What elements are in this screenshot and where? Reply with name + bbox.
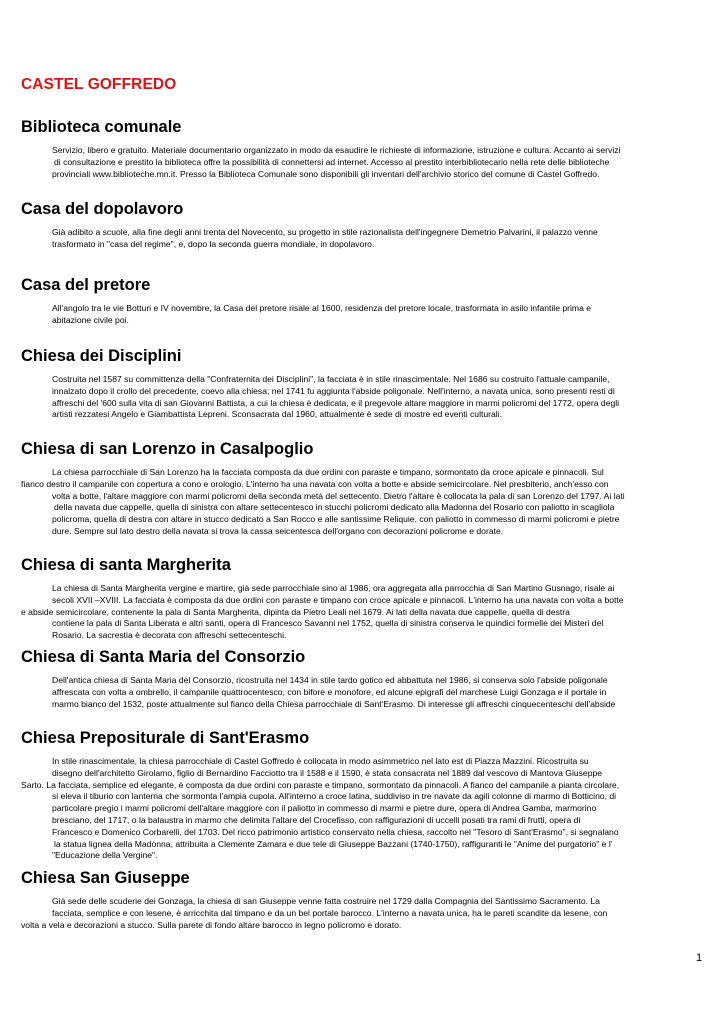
- text-line: affreschi del '600 sulla vita di san Giovanni Battista, a cui la chiesa è dedicata, e il pregevole altare maggiore in marmi policromi del 1772, opera degli: [52, 397, 620, 408]
- section-casa-del-dopolavoro: [0, 198, 724, 251]
- text-line: volta a vela e decorazioni a stucco. Sulla parete di fondo altare barocco in legno policromo e dorato.: [21, 919, 402, 930]
- section-body: [0, 583, 680, 642]
- text-line: La chiesa di Santa Margherita vergine e martire, già sede parrocchiale sino al 1986, ora aggregata alla parrocchia di San Martino Gusnago, risale ai: [52, 583, 615, 593]
- text-line: Già adibito a scuole, alla fine degli anni trenta del Novecento, su progetto in stile razionalista dell'ingegnere Demetrio Palvarini, il palazzo venne: [52, 227, 598, 237]
- section-biblioteca-comunale: [0, 116, 724, 180]
- text-line: abitazione civile poi.: [52, 314, 129, 325]
- section-heading: Chiesa di san Lorenzo in Casalpoglio: [21, 440, 314, 458]
- text-line: disegno dell'architetto Girolamo, figlio di Bernardino Facciotto tra il 1588 e il 1590, è stata consacrata nel 1889 dal vescovo di Mantova Giuseppe: [52, 767, 603, 778]
- section-body: [0, 145, 680, 180]
- page-number: 1: [696, 952, 703, 964]
- text-line: contiene la pala di Santa Liberata e altri santi, opera di Francesco Savanni nel 1752, quella di sinistra conserva le quindici formelle dei Misteri del: [52, 618, 604, 629]
- text-line: La chiesa parrocchiale di San Lorenzo ha la facciata composta da due ordini con paraste e timpano, sormontato da croce apicale e pinnacoli. Sul: [52, 467, 604, 477]
- text-line: si eleva il tiburio con lanterna che sormonta l'ampia cupola. All'interno a croce latina, suddiviso in tre navate da agili colonne di marmo di Botticino, di: [52, 791, 617, 802]
- section-heading: Casa del dopolavoro: [21, 200, 184, 218]
- text-line: bresciano, del 1717, o la balaustra in marmo che delimita l'altare del Crocefisso, con raffigurazioni di uccelli posati tra rami di frutti, opera di: [52, 814, 581, 825]
- text-line: Già sede delle scuderie dei Gonzaga, la chiesa di san Giuseppe venne fatta costruire nel 1729 dalla Compagnia del Santissimo Sacramento. La: [52, 896, 600, 906]
- text-line: "Educazione della Vergine".: [52, 850, 158, 861]
- text-line: particolare pregio i marmi policromi dell'altare maggiore con il paliotto in commesso di marmi e pietre dure, opera di Andrea Gamba, marmorino: [52, 803, 597, 814]
- text-line: Dell'antica chiesa di Santa Maria del Consorzio, ricostruita nel 1434 in stile tardo gotico ed abbattuta nel 1986, si conserva solo l'abside poligonale: [52, 675, 608, 685]
- text-line: facciata, semplice e con lesene, è arricchita dal timpano e da un bel portale barocco. L'interno a navata unica, ha le pareti scandite da lesene, con: [52, 907, 608, 918]
- section-chiesa-san-giuseppe: [0, 867, 724, 931]
- text-line: secoli XVII –XVIII. La facciata è composta da due ordini con paraste e timpano con croce apicale e pinnacoli. L'interno ha una navata con volta a botte: [52, 594, 624, 605]
- section-heading: Chiesa di santa Margherita: [21, 556, 231, 574]
- text-line: affrescata con volta a ombrello, il campanile quattrocentesco, con bifore e monofore, ed alcune epigrafi del marchese Luigi Gonzaga e il portale in: [52, 686, 607, 697]
- text-line: la statua lignea della Madonna, attribuita a Clemente Zamara e due tele di Giuseppe Bazzani (1740-1750), raffiguranti le "Anime del purgatorio" e l': [54, 838, 613, 849]
- text-line: Sarto. La facciata, semplice ed elegante, è composta da due ordini con paraste e timpano, sormontato da pinnacoli. A fianco del campanile a pianta circolare,: [21, 779, 620, 790]
- text-line: provinciali www.biblioteche.mn.it. Presso la Biblioteca Comunale sono disponibili gli inventari dell'archivio storico del comune di Castel Goffredo.: [52, 168, 600, 179]
- document-title: CASTEL GOFFREDO: [21, 76, 177, 93]
- text-line: policroma, quella di destra con altare in stucco dedicato a San Rocco e alle santissime Reliquie, con paliotto in commesso di marmi policromi e pietre: [52, 514, 620, 525]
- section-body: [0, 896, 680, 931]
- section-body: [0, 303, 680, 327]
- section-body: [0, 675, 680, 710]
- section-heading: Biblioteca comunale: [21, 118, 182, 136]
- text-line: volta a botte, l'altare maggiore con marmi policromi della seconda metà del settecento. Dietro l'altare è collocata la pala di san Lorenzo del 1797. Ai lati: [52, 490, 625, 501]
- section-body: [0, 374, 680, 421]
- section-heading: Chiesa dei Disciplini: [21, 347, 182, 365]
- section-casa-del-pretore: [0, 274, 724, 327]
- section-heading: Casa del pretore: [21, 276, 151, 294]
- text-line: marmo bianco del 1532, poste attualmente sul fianco della Chiesa parrocchiale di Sant'Erasmo. Di interesse gli affreschi cinquecenteschi dell'abside: [52, 698, 616, 709]
- text-line: della navata due cappelle, quella di sinistra con altare settecentesco in stucchi policromi dedicato alla Madonna del Rosario con paliotto in scagliola: [54, 502, 615, 513]
- section-heading: Chiesa San Giuseppe: [21, 869, 190, 887]
- text-line: Rosario. La sacrestia è decorata con affreschi settecenteschi.: [52, 630, 287, 641]
- section-chiesa-santa-maria-consorzio: [0, 646, 724, 710]
- text-line: dure. Sempre sul lato destro della navata si trova la cassa seicentesca dell'organo con decorazioni policrome e dorate.: [52, 525, 504, 536]
- text-line: Francesco e Domenico Corbarelli, del 1703. Del ricco patrimonio artistico conservato nella chiesa, raccolto nel "Tesoro di Sant'Erasmo", si segnalano: [52, 826, 619, 837]
- text-line: fianco destro il campanile con copertura a cono e orologio. L'interno ha una navata con volta a botte e abside semicircolare. Nel presbiterio, anch'esso con: [21, 478, 609, 489]
- section-body: [0, 227, 680, 251]
- section-chiesa-san-lorenzo: [0, 438, 724, 538]
- text-line: Servizio, libero e gratuito. Materiale documentario organizzato in modo da esaudire le richieste di informazione, istruzione e cultura. Accanto ai servizi: [52, 145, 621, 155]
- section-body: [0, 756, 680, 862]
- section-chiesa-sant-erasmo: [0, 727, 724, 862]
- section-chiesa-santa-margherita: [0, 554, 724, 642]
- section-heading: Chiesa di Santa Maria del Consorzio: [21, 648, 306, 666]
- section-heading: Chiesa Prepositurale di Sant'Erasmo: [21, 729, 310, 747]
- text-line: Costruita nel 1587 su committenza della "Confraternita dei Disciplini", la facciata è in stile rinascimentale. Nel 1686 su costruito l'attuale campanile,: [52, 374, 610, 384]
- text-line: In stile rinascimentale, la chiesa parrocchiale di Castel Goffredo è collocata in modo asimmetrico nel lato est di Piazza Mazzini. Ricostruita su: [52, 756, 589, 766]
- text-line: innalzato dopo il crollo del precedente, coevo alla chiesa; nel 1741 fu aggiunta l'abside poligonale. Nell'interno, a navata unica, sono presenti resti di: [52, 385, 615, 396]
- text-line: trasformato in "casa del regime", e, dopo la seconda guerra mondiale, in dopolavoro.: [52, 238, 375, 249]
- section-chiesa-dei-disciplini: [0, 345, 724, 421]
- text-line: e abside semicircolare, contenente la pala di Santa Margherita, dipinta da Pietro Leali nel 1679. Ai lati della navata due cappelle, quella di destra: [21, 606, 570, 617]
- text-line: di consultazione e prestito la biblioteca offre la possibilità di connettersi ad internet. Accesso al prestito interbibliotecario nella rete delle biblioteche: [54, 156, 610, 167]
- section-body: [0, 467, 680, 538]
- text-line: All'angolo tra le vie Botturi e IV novembre, la Casa del pretore risale al 1600, residenza del pretore locale, trasformata in asilo infantile prima e: [52, 303, 592, 313]
- text-line: artisti rezzatesi Angelo e Giambattista Lepreni. Sconsacrata dal 1960, attualmente è sede di mostre ed eventi culturali.: [52, 409, 502, 420]
